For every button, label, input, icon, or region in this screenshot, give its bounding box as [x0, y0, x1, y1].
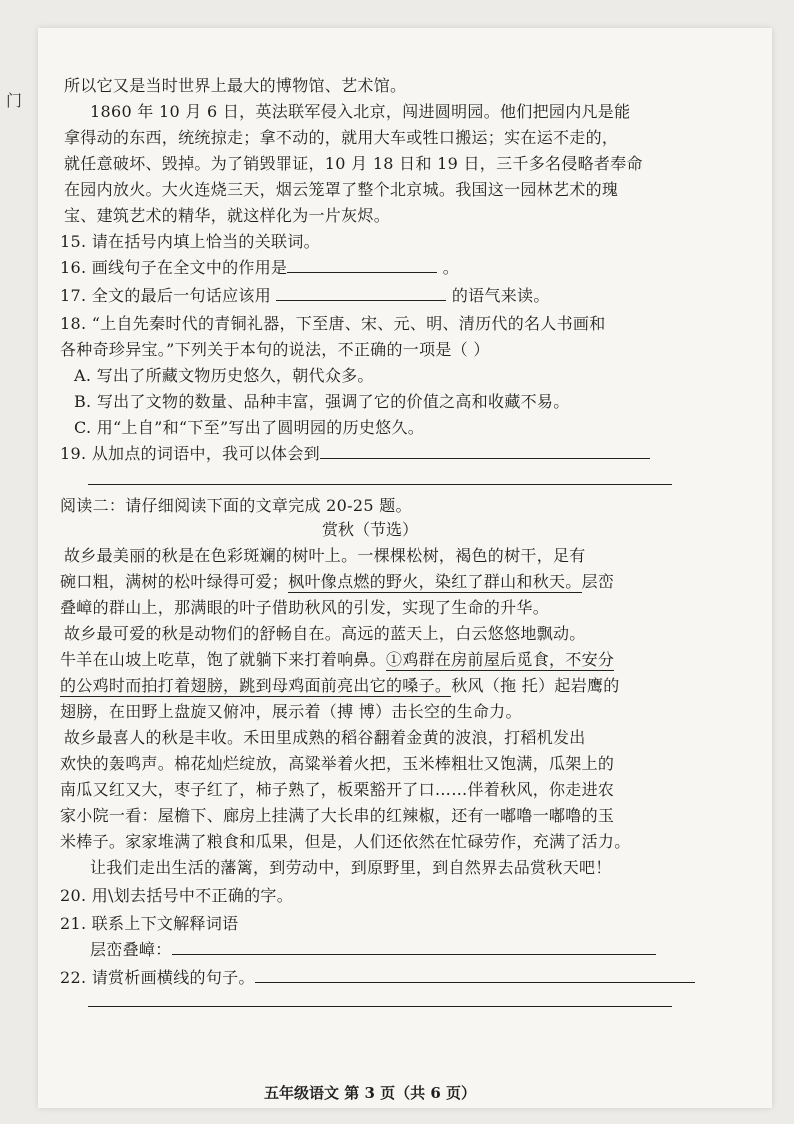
- reading-2-p2-text-b: 秋风（拖 托）起岩鹰的: [451, 676, 620, 695]
- reading-2-p1-text-b: 层峦: [581, 572, 615, 591]
- question-17-answer-blank[interactable]: [276, 286, 446, 301]
- reading-2-title: 赏秋（节选）: [321, 520, 418, 539]
- reading-2-p3-line-2: 欢快的轰鸣声。棉花灿烂绽放，高粱举着火把，玉米棒粗壮又饱满，瓜架上的: [60, 754, 615, 773]
- reading-2-p1-line-1: 故乡最美丽的秋是在色彩斑斓的树叶上。一棵棵松树，褐色的树干，足有: [64, 546, 586, 565]
- question-21-term: [90, 940, 656, 960]
- passage-line-6: 宝、建筑艺术的精华，就这样化为一片灰烬。: [64, 206, 391, 225]
- question-16-end: 。: [442, 258, 460, 277]
- question-19: [60, 444, 650, 464]
- page-footer: 五年级语文 第 3 页（共 6 页）: [264, 1084, 476, 1102]
- reading-2-p2-line-4: 翅膀，在田野上盘旋又俯冲，展示着（搏 博）击长空的生命力。: [60, 702, 522, 721]
- reading-2-p2-line-3: [60, 676, 620, 696]
- question-17-text: 17. 全文的最后一句话应该用: [60, 286, 272, 305]
- reading-2-p1-text-a: 碗口粗，满树的松叶绿得可爱；: [60, 572, 289, 591]
- passage-line-4: 就任意破坏、毁掉。为了销毁罪证，10 月 18 日和 19 日，三千多名侵略者奉命: [64, 154, 643, 173]
- question-16-answer-blank[interactable]: [287, 258, 437, 273]
- passage-line-3: 拿得动的东西，统统掠走；拿不动的，就用大车或牲口搬运；实在运不走的，: [64, 128, 619, 147]
- passage-line-5: 在园内放火。大火连烧三天，烟云笼罩了整个北京城。我国这一园林艺术的瑰: [64, 180, 619, 199]
- reading-2-p1-line-3: 叠嶂的群山上，那满眼的叶子借助秋风的引发，实现了生命的升华。: [60, 598, 550, 617]
- question-20: 20. 用\划去括号中不正确的字。: [60, 886, 294, 905]
- question-22-answer-line[interactable]: [88, 1006, 672, 1007]
- reading-2-p2-line-2: [60, 650, 614, 670]
- question-22-answer-blank[interactable]: [255, 968, 695, 983]
- passage-line-2: 1860 年 10 月 6 日，英法联军侵入北京，闯进圆明园。他们把园内凡是能: [90, 102, 631, 121]
- question-19-answer-blank[interactable]: [320, 444, 650, 459]
- reading-2-p2-line-1: 故乡最可爱的秋是动物们的舒畅自在。高远的蓝天上，白云悠悠地飘动。: [64, 624, 586, 643]
- underlined-sentence-1: 枫叶像点燃的野火，染红了群山和秋天。: [288, 572, 582, 591]
- question-22-text: 22. 请赏析画横线的句子。: [60, 968, 255, 987]
- question-18-option-a[interactable]: A. 写出了所藏文物历史悠久，朝代众多。: [74, 366, 374, 385]
- question-19-text: 19. 从加点的词语中，我可以体会到: [60, 444, 320, 463]
- reading-2-p1-line-2: [60, 572, 614, 592]
- reading-2-p3-line-3: 南瓜又红又大，枣子红了，柿子熟了，板栗豁开了口……伴着秋风，你走进农: [60, 780, 615, 799]
- underlined-sentence-2-part-2: 的公鸡时而拍打着翅膀，跳到母鸡面前亮出它的嗓子。: [60, 676, 452, 695]
- reading-2-heading: 阅读二：请仔细阅读下面的文章完成 20-25 题。: [60, 496, 412, 515]
- question-16: [60, 258, 459, 278]
- underlined-sentence-2-part-1: ①鸡群在房前屋后觅食，不安分: [386, 650, 615, 669]
- question-17: [60, 286, 550, 306]
- question-18-option-c[interactable]: C. 用“上自”和“下至”写出了圆明园的历史悠久。: [74, 418, 425, 437]
- reading-2-p3-line-1: 故乡最喜人的秋是丰收。禾田里成熟的稻谷翻着金黄的波浪，打稻机发出: [64, 728, 586, 747]
- question-16-text: 16. 画线句子在全文中的作用是: [60, 258, 288, 277]
- question-21-term-text: 层峦叠嶂：: [90, 940, 172, 959]
- question-19-answer-line[interactable]: [88, 484, 672, 485]
- reading-2-p3-line-5: 米棒子。家家堆满了粮食和瓜果，但是，人们还依然在忙碌劳作，充满了活力。: [60, 832, 631, 851]
- question-21-answer-blank[interactable]: [172, 940, 656, 955]
- question-18-option-b[interactable]: B. 写出了文物的数量、品种丰富，强调了它的价值之高和收藏不易。: [74, 392, 570, 411]
- question-17-end: 的语气来读。: [451, 286, 550, 305]
- question-21: 21. 联系上下文解释词语: [60, 914, 239, 933]
- question-18-line-1: 18. “上自先秦时代的青铜礼器，下至唐、宋、元、明、清历代的名人书画和: [60, 314, 606, 333]
- reading-2-p2-text-a: 牛羊在山坡上吃草，饱了就躺下来打着响鼻。: [60, 650, 387, 669]
- question-15: 15. 请在括号内填上恰当的关联词。: [60, 232, 320, 251]
- question-18-line-2: 各种奇珍异宝。”下列关于本句的说法，不正确的一项是（ ）: [60, 340, 490, 359]
- reading-2-p3-line-4: 家小院一看：屋檐下、廊房上挂满了大长串的红辣椒，还有一嘟噜一嘟噜的玉: [60, 806, 615, 825]
- edge-fragment-text: 门: [6, 91, 23, 110]
- question-22: [60, 968, 695, 988]
- reading-2-p4: 让我们走出生活的藩篱，到劳动中，到原野里，到自然界去品赏秋天吧！: [90, 858, 612, 877]
- passage-line-1: 所以它又是当时世界上最大的博物馆、艺术馆。: [64, 76, 407, 95]
